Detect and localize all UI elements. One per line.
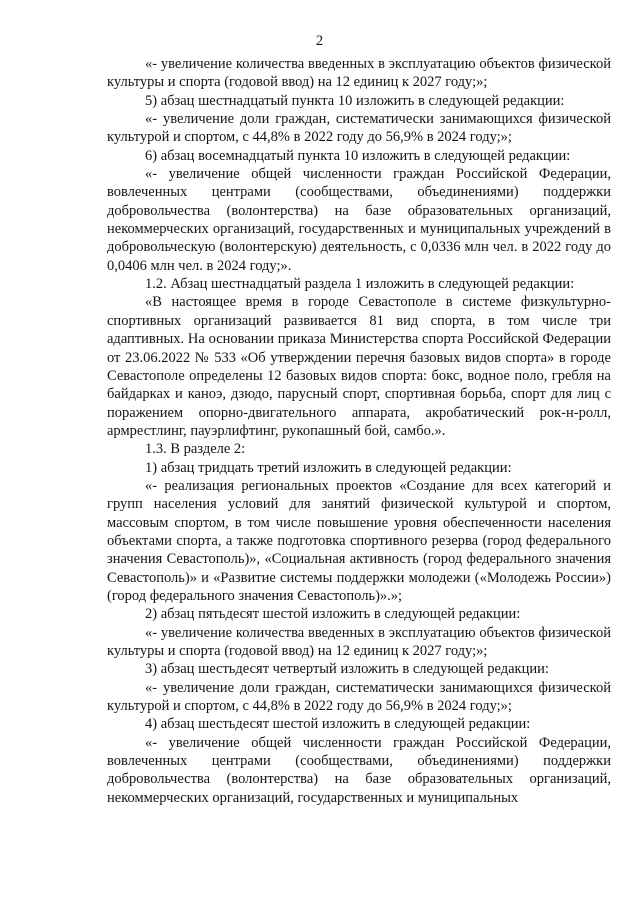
paragraph: 3) абзац шестьдесят четвертый изложить в следующей редакции:: [145, 661, 549, 678]
document-body: [107, 55, 611, 807]
paragraph: «В настоящее время в городе Севастополе в системе физкультурно-спортивных организаций развивается 81 вид спорта, в том числе три адаптивных. На основании приказа Министерства спорта Российской Федерации от 23.06.2022 № 533 «Об утверждении перечня базовых видов спорта» в городе Севастополе определены 12 базовых видов спорта: бокс, водное поло, гребля на байдарках и каноэ, дзюдо, парусный спорт, спортивная борьба, спорт для лиц с поражением опорно-двигательного аппарата, акробатический рок-н-ролл, армрестлинг, пауэрлифтинг, рукопашный бой, самбо.».: [107, 294, 611, 439]
paragraph: «- увеличение общей численности граждан Российской Федерации, вовлеченных центрами (сообществами, объединениями) поддержки добровольчества (волонтерства) на базе образовательных организаций, некоммерческих организаций, государственных и муниципальных: [107, 734, 611, 806]
paragraph: «- увеличение общей численности граждан Российской Федерации, вовлеченных центрами (сообществами, объединениями) поддержки добровольчества (волонтерства) на базе образовательных организаций, некоммерческих организаций, государственных и муниципальных учреждений в добровольческую (волонтерскую) деятельность, с 0,0336 млн чел. в 2022 году до 0,0406 млн чел. в 2024 году;».: [107, 166, 611, 274]
paragraph: «- увеличение количества введенных в эксплуатацию объектов физической культуры и спорта (годовой ввод) на 12 единиц к 2027 году;»;: [107, 624, 611, 659]
paragraph: 1.3. В разделе 2:: [145, 441, 246, 458]
paragraph: 4) абзац шестьдесят шестой изложить в следующей редакции:: [145, 716, 531, 733]
paragraph: 1) абзац тридцать третий изложить в следующей редакции:: [145, 459, 512, 476]
paragraph: «- реализация региональных проектов «Создание для всех категорий и групп населения условий для занятий физической культурой и спортом, массовым спортом, в том числе повышение уровня обеспеченности населения объектами спорта, а также подготовка спортивного резерва (город федерального значения Севастополь)», «Социальная активность (город федерального значения Севастополь)» и «Развитие системы поддержки молодежи («Молодежь России») (город федерального значения Севастополь)».»;: [107, 477, 611, 604]
paragraph: 2) абзац пятьдесят шестой изложить в следующей редакции:: [145, 606, 521, 623]
paragraph: 6) абзац восемнадцатый пункта 10 изложить в следующей редакции:: [145, 147, 571, 164]
paragraph: 1.2. Абзац шестнадцатый раздела 1 изложить в следующей редакции:: [145, 276, 575, 293]
paragraph: «- увеличение доли граждан, систематически занимающихся физической культурой и спортом, с 44,8% в 2022 году до 56,9% в 2024 году;»;: [107, 679, 611, 715]
paragraph: «- увеличение доли граждан, систематически занимающихся физической культурой и спортом, с 44,8% в 2022 году до 56,9% в 2024 году;»;: [107, 111, 611, 146]
paragraph: «- увеличение количества введенных в эксплуатацию объектов физической культуры и спорта (годовой ввод) на 12 единиц к 2027 году;»;: [107, 56, 611, 91]
paragraph: 5) абзац шестнадцатый пункта 10 изложить в следующей редакции:: [145, 92, 565, 109]
page-number: 2: [315, 33, 324, 49]
